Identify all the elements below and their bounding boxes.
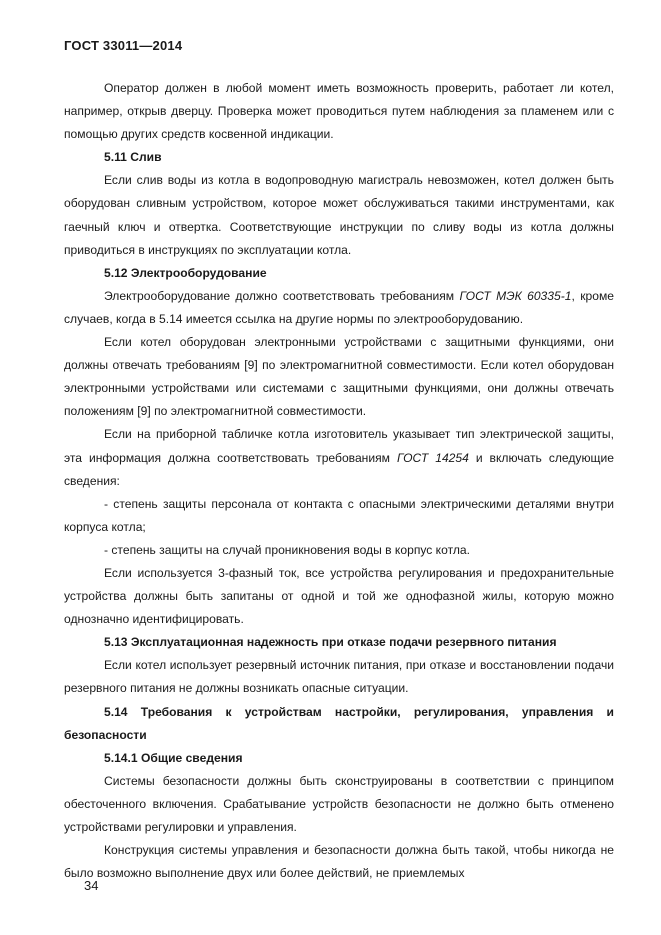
list-item: - степень защиты персонала от контакта с опасными электрическими деталями внутри корпуса котла; xyxy=(64,496,614,534)
subsection-heading: 5.14.1 Общие сведения xyxy=(104,750,243,765)
section-heading: 5.11 Слив xyxy=(104,150,162,165)
text-run: и включать следующие сведения: xyxy=(64,450,614,488)
paragraph: Если котел оборудован электронными устройствами с защитными функциями, они должны отвечать требованиям [9] по электромагнитной совместимости. Если котел оборудован электронными устройствами или системами с защитными функциями, они должны отвечать положениям [9] по электромагнитной совместимости. xyxy=(64,335,614,419)
paragraph: Если слив воды из котла в водопроводную магистраль невозможен, котел должен быть оборудован сливным устройством, которое может обслуживаться такими инструментами, как гаечный ключ и отвертка. Соответствующие инструкции по сливу воды из котла должны приводиться в инструкциях по эксплуатации котла. xyxy=(64,173,614,257)
text-run: Электрооборудование должно соответствовать требованиям xyxy=(104,288,455,303)
paragraph: Если котел использует резервный источник питания, при отказе и восстановлении подачи резервного питания не должны возникать опасные ситуации. xyxy=(64,658,614,696)
text-run: Если на приборной табличке котла изготовитель указывает тип электрической защиты, эта информация должна соответствовать требованиям xyxy=(64,427,614,465)
paragraph: Системы безопасности должны быть сконструированы в соответствии с принципом обесточенного включения. Срабатывание устройств безопасности не должно быть отменено устройствами регулировки и управления. xyxy=(64,773,614,834)
section-heading: 5.12 Электрооборудование xyxy=(104,265,267,280)
paragraph xyxy=(64,285,614,331)
section-heading: 5.13 Эксплуатационная надежность при отказе подачи резервного питания xyxy=(104,635,557,650)
document-body xyxy=(64,77,614,885)
paragraph: Если используется 3-фазный ток, все устройства регулирования и предохранительные устройства должны быть запитаны от одной и той же однофазной жилы, которую можно однозначно идентифицировать. xyxy=(64,565,614,627)
paragraph xyxy=(64,423,614,492)
section-heading: 5.14 Требования к устройствам настройки, регулирования, управления и безопасности xyxy=(64,704,614,742)
list-item: - степень защиты на случай проникновения воды в корпус котла. xyxy=(104,542,470,557)
standard-reference: ГОСТ 14254 xyxy=(396,450,469,465)
paragraph: Конструкция системы управления и безопасности должна быть такой, чтобы никогда не было возможно выполнение двух или более действий, не приемлемых xyxy=(64,843,614,881)
text-run: , кроме случаев, когда в 5.14 имеется ссылка на другие нормы по электрооборудованию. xyxy=(64,288,614,326)
standard-reference: ГОСТ МЭК 60335-1 xyxy=(459,288,572,303)
paragraph: Оператор должен в любой момент иметь возможность проверить, работает ли котел, например, открыв дверцу. Проверка может проводиться путем наблюдения за пламенем или с помощью других средств косвенной индикации. xyxy=(64,81,614,142)
page-number: 34 xyxy=(84,878,99,893)
document-header: ГОСТ 33011—2014 xyxy=(64,38,183,53)
